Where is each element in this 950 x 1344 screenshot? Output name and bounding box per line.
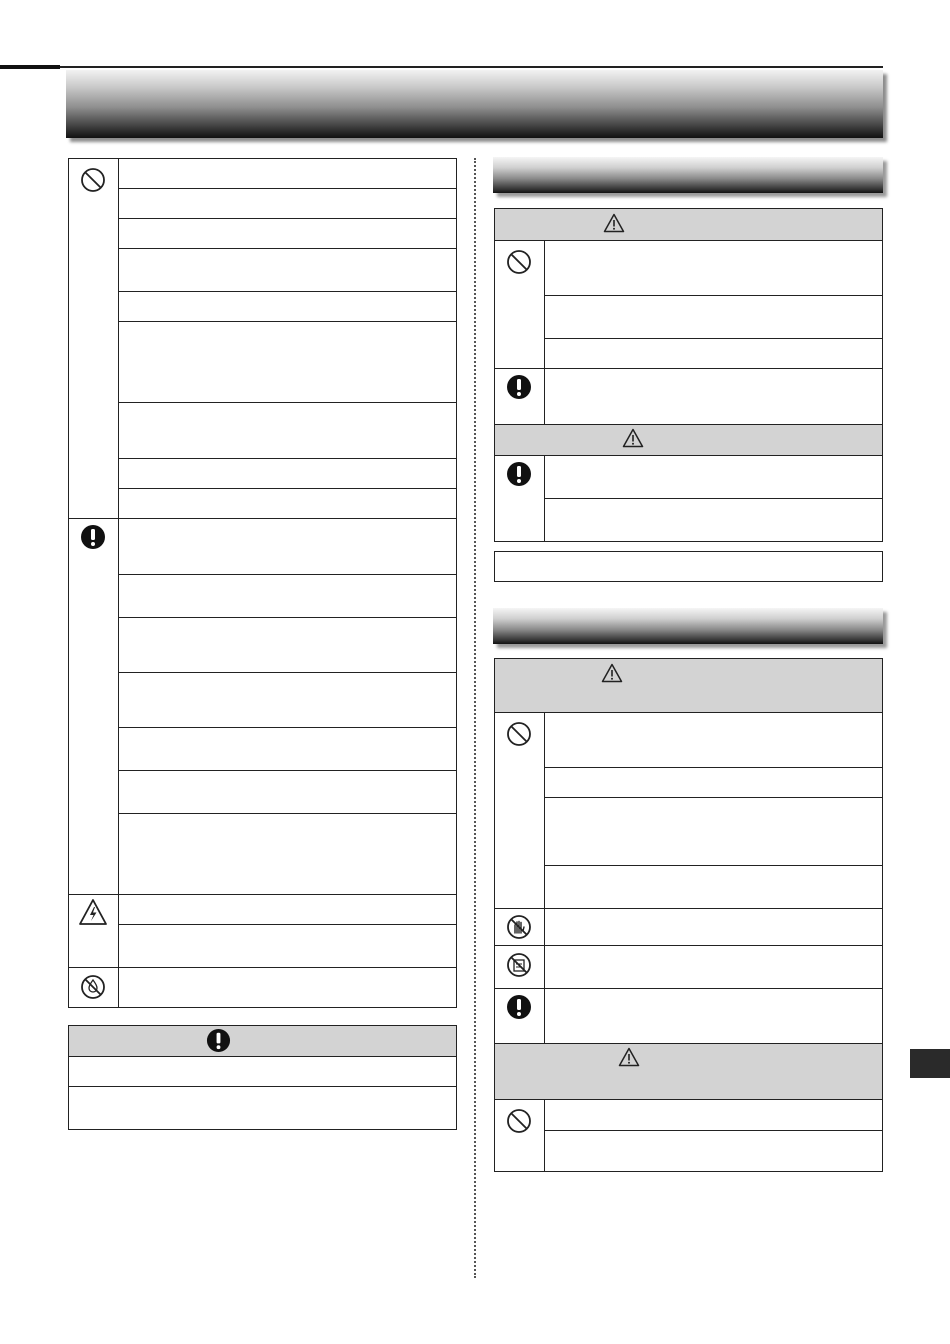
column-divider <box>474 158 476 1278</box>
left-precautions-table <box>68 158 457 1008</box>
row-divider <box>494 712 883 713</box>
row-divider <box>544 767 883 768</box>
warning-header-band <box>495 209 882 240</box>
group-divider <box>68 894 457 895</box>
warning-header-band <box>495 659 882 712</box>
group-divider <box>494 368 883 369</box>
group-divider <box>494 988 883 989</box>
notice-header-band <box>69 1026 456 1056</box>
row-divider <box>118 321 457 322</box>
caution-header-band <box>495 1044 882 1099</box>
icon-column-border <box>544 712 545 1043</box>
prohibition-icon <box>506 721 532 747</box>
row-divider <box>118 188 457 189</box>
row-divider <box>118 218 457 219</box>
row-divider <box>68 1056 457 1057</box>
row-divider <box>118 248 457 249</box>
warning-triangle-icon <box>601 663 623 683</box>
row-divider <box>118 672 457 673</box>
prohibition-icon <box>506 249 532 275</box>
row-divider <box>544 338 883 339</box>
note-box <box>494 551 883 582</box>
prohibition-icon <box>506 1108 532 1134</box>
top-rule-accent <box>0 65 60 69</box>
prohibition-icon <box>80 167 106 193</box>
section-index-tab <box>910 1049 950 1078</box>
page-header-bar <box>66 70 883 138</box>
no-wet-hands-icon <box>506 914 532 940</box>
row-divider <box>494 455 883 456</box>
exclamation-icon <box>506 374 532 400</box>
group-divider <box>68 967 457 968</box>
icon-column-border <box>544 240 545 424</box>
row-divider <box>118 402 457 403</box>
caution-header-band <box>495 425 882 455</box>
row-divider <box>544 295 883 296</box>
row-divider <box>494 1099 883 1100</box>
warning-triangle-icon <box>622 428 644 448</box>
exclamation-icon <box>206 1028 231 1053</box>
row-divider <box>544 797 883 798</box>
row-divider <box>118 617 457 618</box>
group-divider <box>68 518 457 519</box>
row-divider <box>118 488 457 489</box>
warning-triangle-icon <box>618 1047 640 1067</box>
icon-column-border <box>544 1099 545 1172</box>
row-divider <box>494 240 883 241</box>
no-water-icon <box>80 974 106 1000</box>
electric-shock-warning-icon <box>78 898 108 926</box>
left-icon-column-border <box>118 158 119 1008</box>
section-header-bar-2 <box>493 608 883 644</box>
top-rule <box>0 66 883 68</box>
row-divider <box>118 924 457 925</box>
warning-triangle-icon <box>603 213 625 233</box>
section-header-bar-1 <box>493 157 883 193</box>
exclamation-icon <box>80 524 106 550</box>
group-divider <box>494 908 883 909</box>
exclamation-icon <box>506 461 532 487</box>
row-divider <box>544 865 883 866</box>
right-table-1 <box>494 208 883 542</box>
row-divider <box>118 574 457 575</box>
row-divider <box>118 813 457 814</box>
exclamation-icon <box>506 994 532 1020</box>
row-divider <box>544 1130 883 1131</box>
group-divider <box>494 945 883 946</box>
no-water-icon <box>506 952 532 978</box>
row-divider <box>118 458 457 459</box>
row-divider <box>118 291 457 292</box>
row-divider <box>68 1086 457 1087</box>
row-divider <box>118 770 457 771</box>
row-divider <box>118 727 457 728</box>
row-divider <box>544 498 883 499</box>
